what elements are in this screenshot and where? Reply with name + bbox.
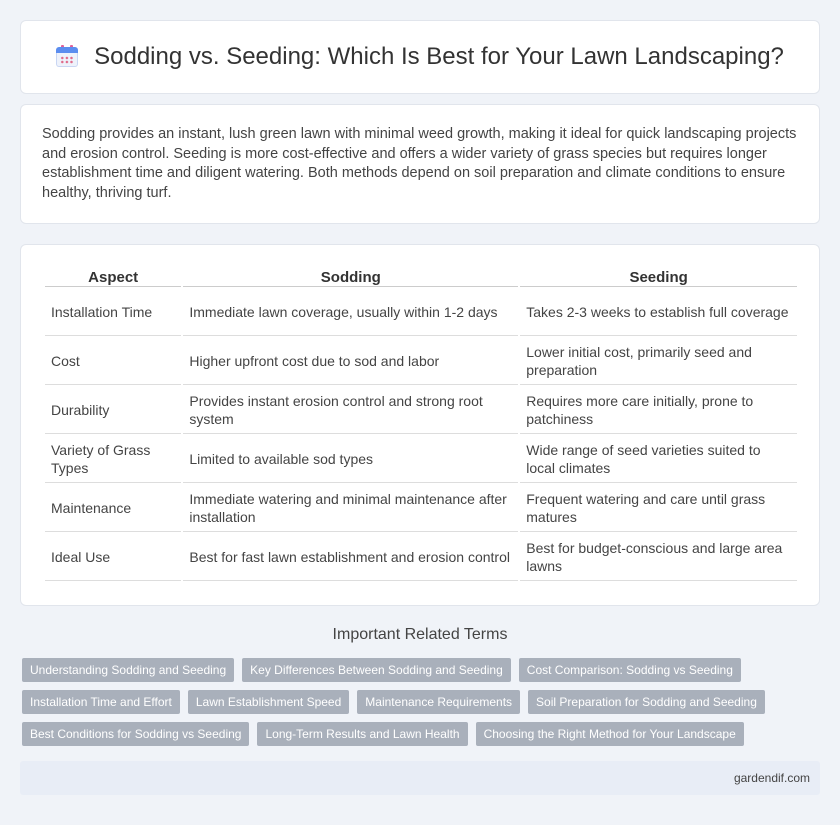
cell-aspect: Cost xyxy=(45,338,181,385)
table-row xyxy=(45,534,797,581)
cell-sodding: Higher upfront cost due to sod and labor xyxy=(183,338,518,385)
related-term-tag[interactable]: Best Conditions for Sodding vs Seeding xyxy=(22,722,249,746)
related-term-tag[interactable]: Installation Time and Effort xyxy=(22,690,180,714)
header-aspect: Aspect xyxy=(45,265,181,287)
related-term-tag[interactable]: Long-Term Results and Lawn Health xyxy=(257,722,467,746)
cell-aspect: Maintenance xyxy=(45,485,181,532)
cell-seeding: Wide range of seed varieties suited to local climates xyxy=(520,436,797,483)
footer xyxy=(20,761,820,795)
summary-text: Sodding provides an instant, lush green lawn with minimal weed growth, making it ideal for quick landscaping projects and erosion control. Seeding is more cost-effective and offers a wider variety of grass species but requires longer establishment time and diligent watering. Both methods depend on soil preparation and climate conditions to ensure healthy, thriving turf. xyxy=(42,126,797,201)
related-term-tag[interactable]: Maintenance Requirements xyxy=(357,690,520,714)
table-row xyxy=(45,338,797,385)
cell-seeding: Lower initial cost, primarily seed and preparation xyxy=(520,338,797,385)
comparison-card xyxy=(20,244,820,606)
tag-row xyxy=(22,722,822,746)
summary-card xyxy=(20,104,820,224)
table-row xyxy=(45,436,797,483)
comparison-table xyxy=(43,263,799,583)
related-term-tag[interactable]: Key Differences Between Sodding and Seeding xyxy=(242,658,511,682)
table-header-row xyxy=(45,265,797,287)
header-sodding: Sodding xyxy=(183,265,518,287)
cell-sodding: Limited to available sod types xyxy=(183,436,518,483)
related-terms-title: Important Related Terms xyxy=(332,626,508,643)
cell-sodding: Immediate lawn coverage, usually within 1-2 days xyxy=(183,289,518,336)
cell-seeding: Requires more care initially, prone to patchiness xyxy=(520,387,797,434)
cell-seeding: Best for budget-conscious and large area lawns xyxy=(520,534,797,581)
calendar-icon xyxy=(56,45,78,69)
title-card xyxy=(20,20,820,94)
related-terms-list xyxy=(22,658,822,754)
cell-aspect: Durability xyxy=(45,387,181,434)
tag-row xyxy=(22,690,822,714)
cell-aspect: Variety of Grass Types xyxy=(45,436,181,483)
page-title: Sodding vs. Seeding: Which Is Best for Your Lawn Landscaping? xyxy=(94,43,784,70)
cell-aspect: Installation Time xyxy=(45,289,181,336)
cell-seeding: Takes 2-3 weeks to establish full coverage xyxy=(520,289,797,336)
related-term-tag[interactable]: Lawn Establishment Speed xyxy=(188,690,349,714)
cell-sodding: Provides instant erosion control and strong root system xyxy=(183,387,518,434)
header-seeding: Seeding xyxy=(520,265,797,287)
table-row xyxy=(45,387,797,434)
footer-site: gardendif.com xyxy=(733,771,810,785)
related-term-tag[interactable]: Soil Preparation for Sodding and Seeding xyxy=(528,690,765,714)
related-term-tag[interactable]: Choosing the Right Method for Your Landscape xyxy=(476,722,744,746)
tag-row xyxy=(22,658,822,682)
cell-aspect: Ideal Use xyxy=(45,534,181,581)
cell-sodding: Immediate watering and minimal maintenance after installation xyxy=(183,485,518,532)
related-term-tag[interactable]: Cost Comparison: Sodding vs Seeding xyxy=(519,658,741,682)
cell-seeding: Frequent watering and care until grass matures xyxy=(520,485,797,532)
related-term-tag[interactable]: Understanding Sodding and Seeding xyxy=(22,658,234,682)
table-row xyxy=(45,485,797,532)
cell-sodding: Best for fast lawn establishment and erosion control xyxy=(183,534,518,581)
table-row xyxy=(45,289,797,336)
